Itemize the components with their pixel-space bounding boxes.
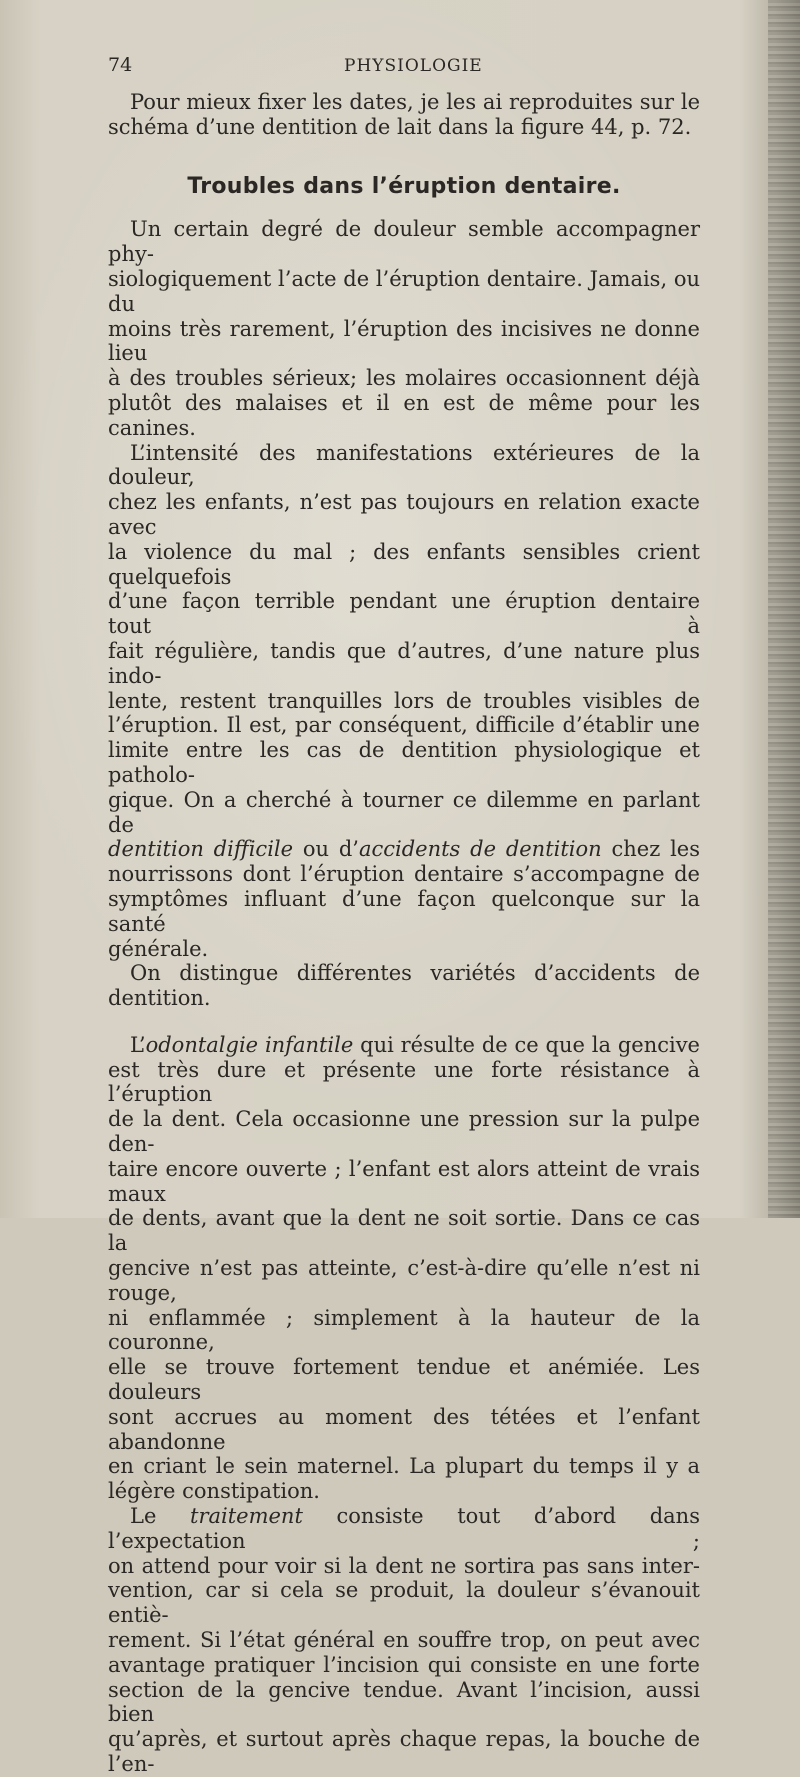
text-line — [108, 837, 700, 862]
page-text — [108, 90, 700, 1777]
text-line: de dents, avant que la dent ne soit sortie. Dans ce cas la — [108, 1206, 700, 1256]
paragraph-5 — [108, 1504, 700, 1777]
paragraph-1 — [108, 217, 700, 440]
running-title: PHYSIOLOGIE — [344, 56, 483, 76]
text-fragment: L’ — [130, 1032, 146, 1057]
italic-term: accidents de dentition — [358, 837, 602, 862]
text-line: d’une façon terrible pendant une éruption dentaire tout à — [108, 589, 700, 639]
text-line: schéma d’une dentition de lait dans la figure 44, p. 72. — [108, 114, 692, 139]
section-title: Troubles dans l’éruption dentaire. — [187, 173, 621, 199]
text-fragment: Le — [130, 1504, 190, 1529]
text-line: moins très rarement, l’éruption des incisives ne donne lieu — [108, 316, 700, 366]
text-line: qu’après, et surtout après chaque repas, la bouche de l’en- — [108, 1727, 700, 1776]
text-line: avantage pratiquer l’incision qui consiste en une forte — [108, 1652, 700, 1677]
text-fragment: chez les — [601, 837, 701, 862]
text-line: elle se trouve fortement tendue et anémiée. Les douleurs — [108, 1355, 700, 1405]
text-line: générale. — [108, 936, 209, 961]
text-line: la violence du mal ; des enfants sensibles crient quelquefois — [108, 539, 700, 589]
text-line: fait régulière, tandis que d’autres, d’une nature plus indo- — [108, 638, 700, 688]
text-line: symptômes influant d’une façon quelconque sur la santé — [108, 886, 700, 936]
text-line: siologiquement l’acte de l’éruption dentaire. Jamais, ou du — [108, 266, 700, 316]
paragraph-4 — [108, 1033, 700, 1504]
text-line: à des troubles sérieux; les molaires occasionnent déjà — [108, 366, 700, 391]
italic-term: odontalgie infantile — [145, 1032, 354, 1057]
text-line: gencive n’est pas atteinte, c’est-à-dire qu’elle n’est ni rouge, — [108, 1256, 700, 1305]
text-line: Un certain degré de douleur semble accompagner phy- — [108, 217, 700, 267]
text-line: l’éruption. Il est, par conséquent, difficile d’établir une — [108, 713, 700, 738]
text-line: en criant le sein maternel. La plupart du temps il y a — [108, 1454, 700, 1479]
text-line: section de la gencive tendue. Avant l’incision, aussi bien — [108, 1677, 700, 1727]
text-line: plutôt des malaises et il en est de même pour les canines. — [108, 390, 700, 440]
text-line: taire encore ouverte ; l’enfant est alors atteint de vrais maux — [108, 1156, 700, 1206]
text-line: sont accrues au moment des tétées et l’enfant abandonne — [108, 1404, 700, 1454]
text-line: légère constipation. — [108, 1479, 320, 1504]
italic-term: traitement — [190, 1504, 303, 1529]
text-line: Pour mieux fixer les dates, je les ai reproduites sur le — [130, 90, 700, 114]
text-line: L’intensité des manifestations extérieures de la douleur, — [108, 440, 700, 490]
text-line: lente, restent tranquilles lors de troubles visibles de — [108, 688, 700, 713]
text-fragment: consiste tout d’abord dans l’expectation ; — [108, 1504, 700, 1553]
text-line: rement. Si l’état général en souffre trop, on peut avec — [108, 1628, 700, 1653]
paragraph-2 — [108, 441, 700, 962]
paragraph-3 — [108, 961, 700, 1011]
text-fragment: qui résulte de ce que la gencive — [353, 1032, 700, 1057]
text-line: gique. On a cherché à tourner ce dilemme en parlant de — [108, 787, 700, 837]
text-fragment: ou d’ — [293, 837, 359, 862]
text-line: vention, car si cela se produit, la douleur s’évanouit entiè- — [108, 1578, 700, 1628]
text-line: nourrissons dont l’éruption dentaire s’accompagne de — [108, 862, 700, 887]
text-line: on attend pour voir si la dent ne sortira pas sans inter- — [108, 1553, 700, 1578]
italic-term: dentition difficile — [108, 837, 294, 862]
text-line: limite entre les cas de dentition physiologique et patholo- — [108, 738, 700, 787]
text-line — [108, 1504, 700, 1554]
text-line: chez les enfants, n’est pas toujours en relation exacte avec — [108, 490, 700, 539]
paragraph-gap — [108, 1011, 700, 1033]
page-header — [108, 54, 700, 84]
text-line: de la dent. Cela occasionne une pression sur la pulpe den- — [108, 1107, 700, 1157]
page-edge — [768, 0, 800, 1218]
text-line: ni enflammée ; simplement à la hauteur de la couronne, — [108, 1305, 700, 1355]
text-line — [108, 1033, 700, 1058]
intro-paragraph — [108, 90, 700, 140]
page-number: 74 — [108, 54, 133, 76]
text-line: est très dure et présente une forte résistance à l’éruption — [108, 1057, 700, 1107]
text-line: On distingue différentes variétés d’accidents de dentition. — [108, 961, 700, 1011]
